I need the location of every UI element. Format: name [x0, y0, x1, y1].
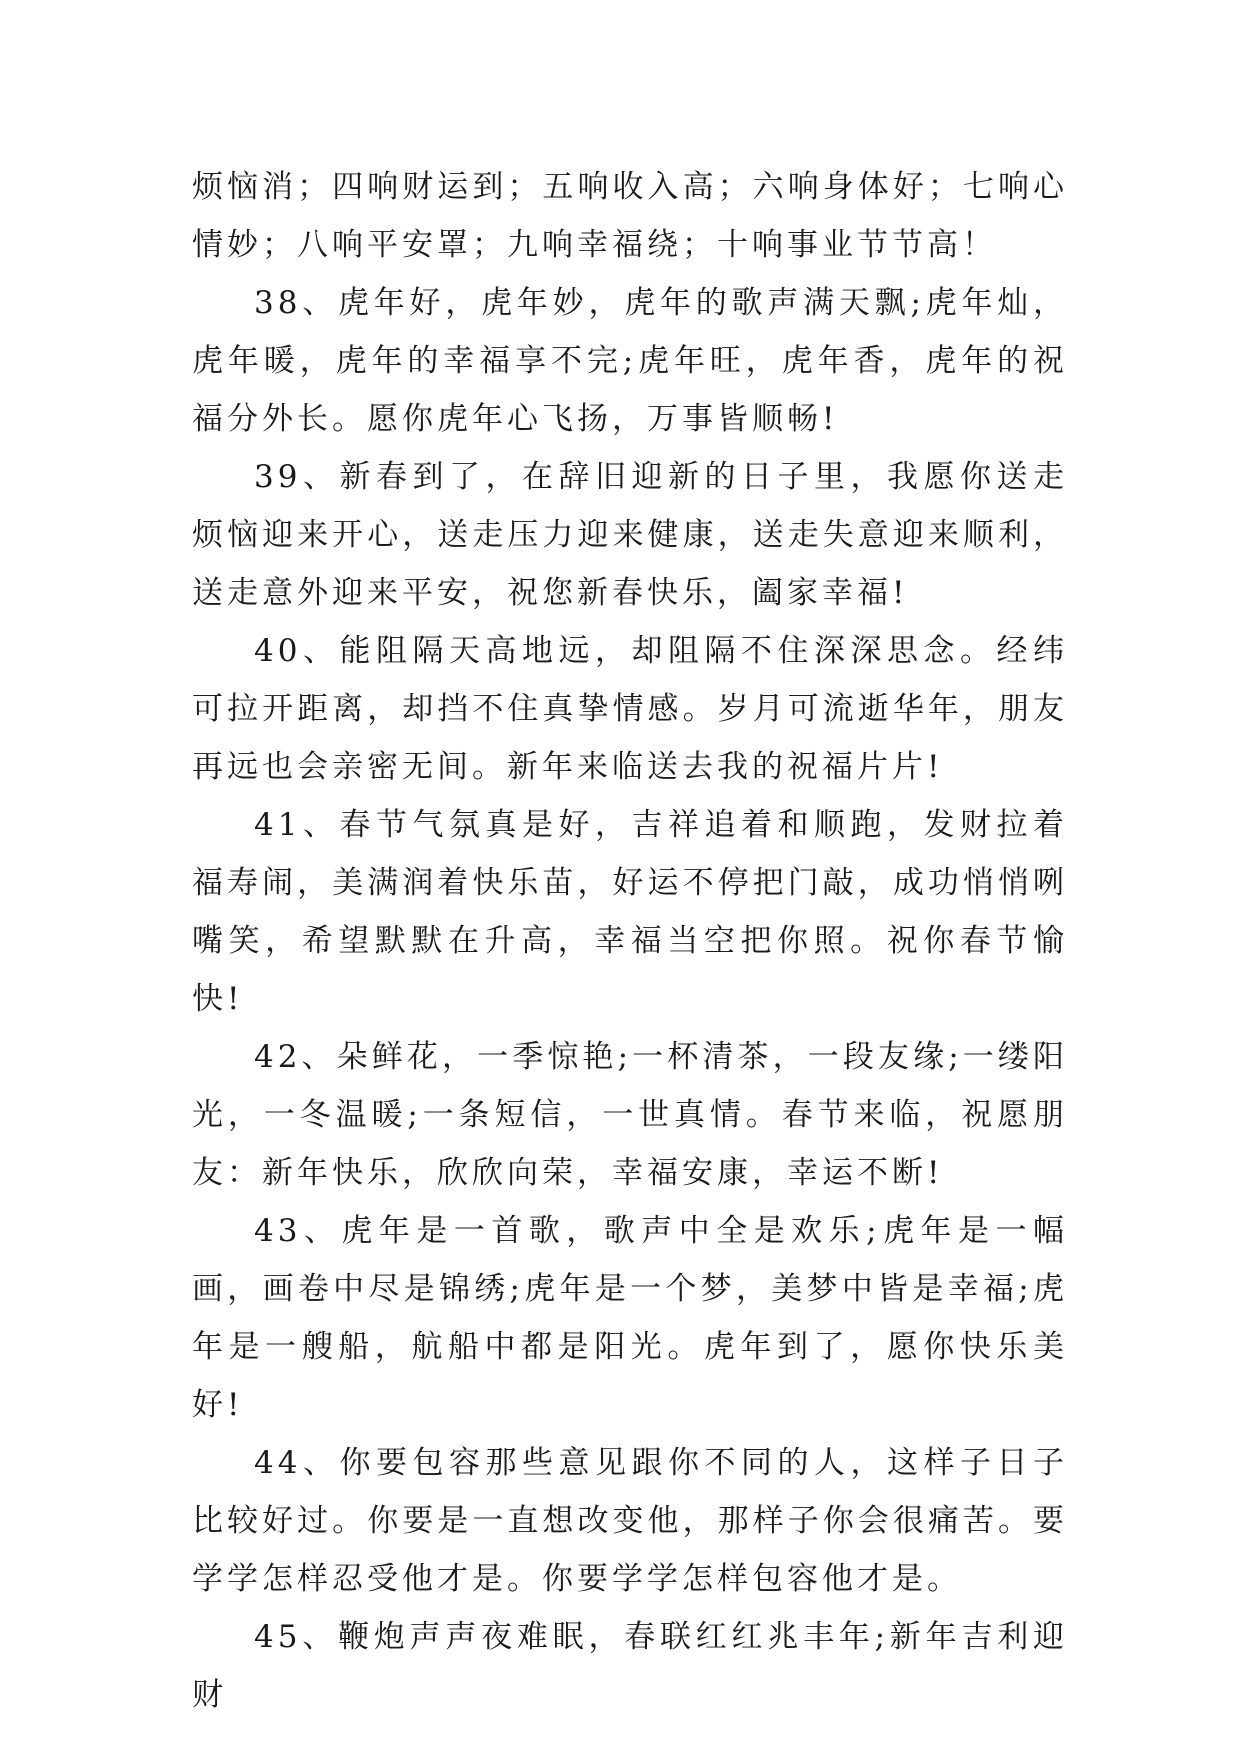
paragraph-41: 41、春节气氛真是好，吉祥追着和顺跑，发财拉着福寿闹，美满润着快乐苗，好运不停把门敲，成功悄悄咧嘴笑，希望默默在升高，幸福当空把你照。祝你春节愉快!	[192, 807, 1068, 1017]
paragraph-45: 45、鞭炮声声夜难眠，春联红红兆丰年;新年吉利迎财	[192, 1619, 1068, 1713]
paragraph-38: 38、虎年好，虎年妙，虎年的歌声满天飘;虎年灿，虎年暖，虎年的幸福享不完;虎年旺，虎年香，虎年的祝福分外长。愿你虎年心飞扬，万事皆顺畅!	[192, 285, 1068, 437]
paragraph-44: 44、你要包容那些意见跟你不同的人，这样子日子比较好过。你要是一直想改变他，那样子你会很痛苦。要学学怎样忍受他才是。你要学学怎样包容他才是。	[192, 1445, 1068, 1597]
paragraph-43: 43、虎年是一首歌，歌声中全是欢乐;虎年是一幅画，画卷中尽是锦绣;虎年是一个梦，美梦中皆是幸福;虎年是一艘船，航船中都是阳光。虎年到了，愿你快乐美好!	[192, 1213, 1068, 1423]
paragraph-continuation: 烦恼消；四响财运到；五响收入高；六响身体好；七响心情妙；八响平安罩；九响幸福绕；十响事业节节高！	[192, 169, 1068, 263]
paragraph-42: 42、朵鲜花，一季惊艳;一杯清茶，一段友缘;一缕阳光，一冬温暖;一条短信，一世真情。春节来临，祝愿朋友：新年快乐，欣欣向荣，幸福安康，幸运不断!	[192, 1039, 1068, 1191]
paragraph-39: 39、新春到了，在辞旧迎新的日子里，我愿你送走烦恼迎来开心，送走压力迎来健康，送走失意迎来顺利，送走意外迎来平安，祝您新春快乐，阖家幸福!	[192, 459, 1068, 611]
document-body	[192, 158, 1068, 1724]
paragraph-40: 40、能阻隔天高地远，却阻隔不住深深思念。经纬可拉开距离，却挡不住真挚情感。岁月可流逝华年，朋友再远也会亲密无间。新年来临送去我的祝福片片!	[192, 633, 1068, 785]
